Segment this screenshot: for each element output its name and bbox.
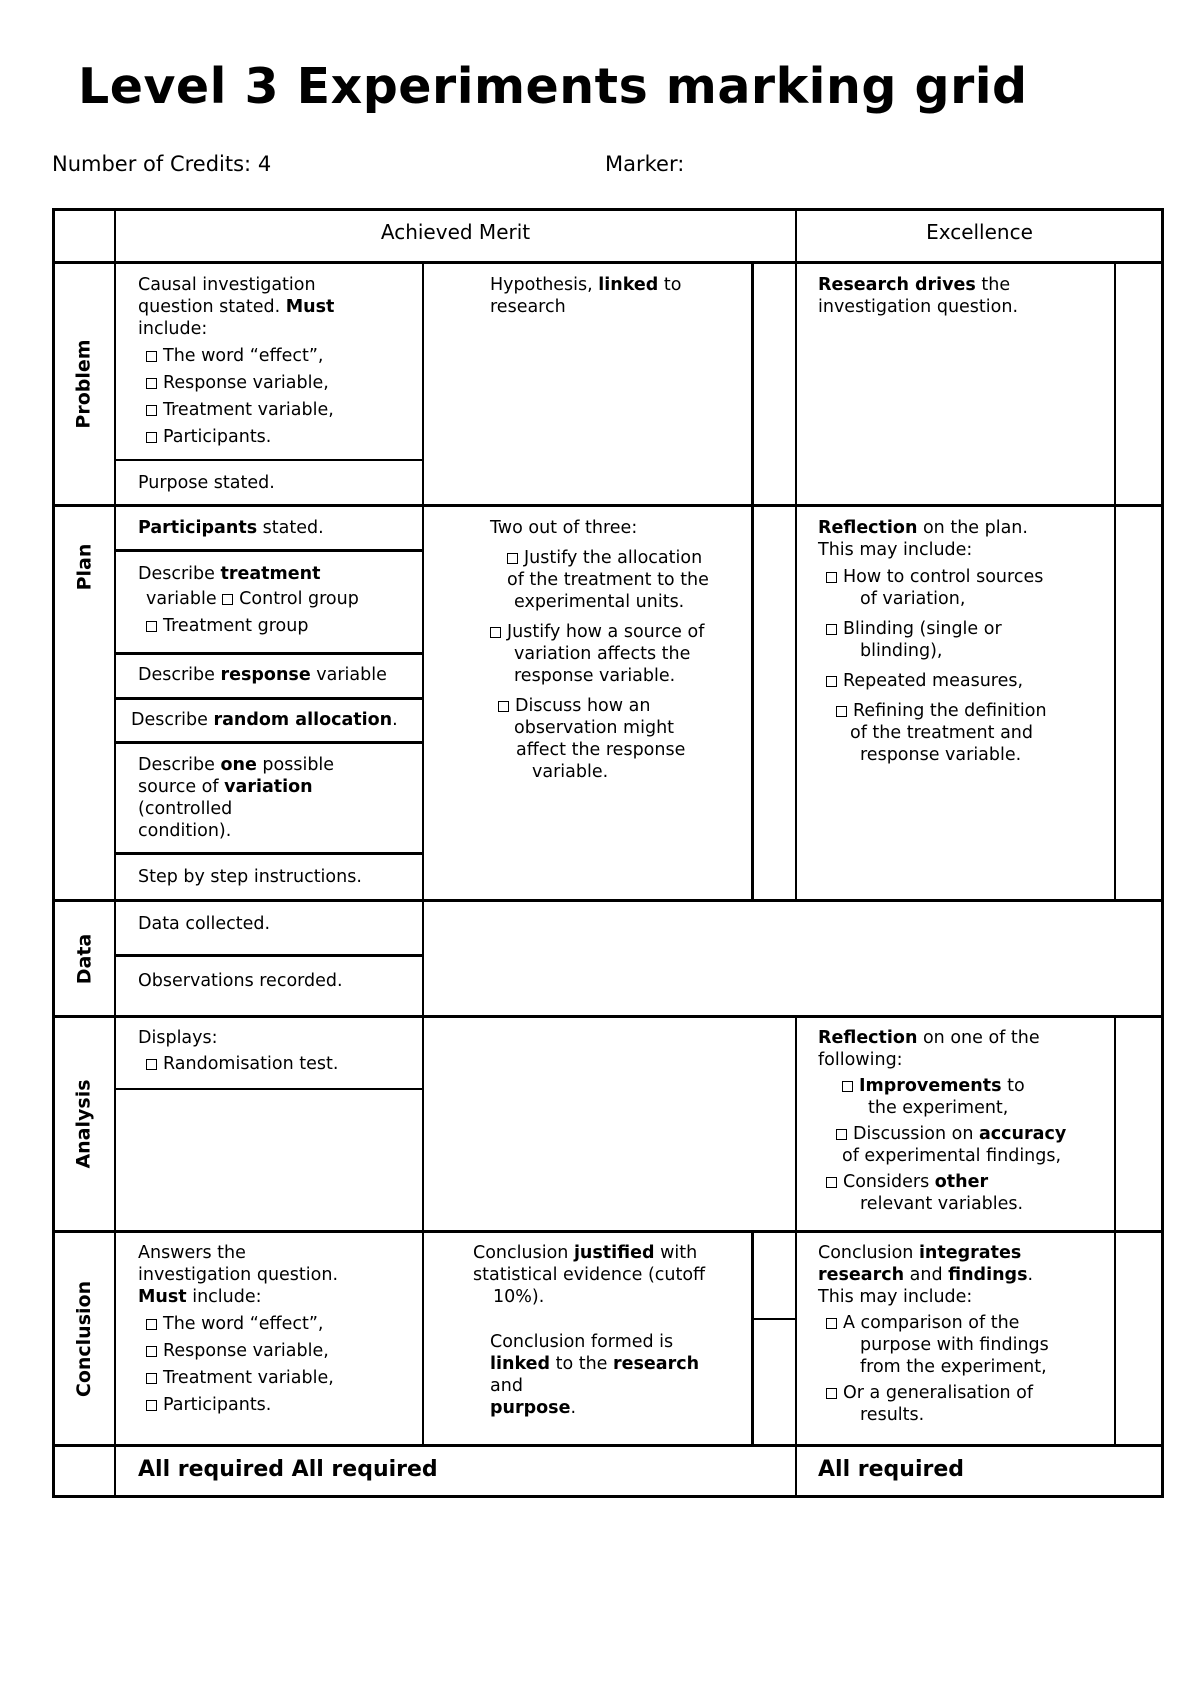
plan-excellence: Reflection on the plan. This may include: How to control sources of variation, Blinding (single or blinding), Repeated measures, Refining the definition of the treatment and response variable. bbox=[818, 518, 1047, 765]
checkbox-icon[interactable] bbox=[146, 1059, 157, 1070]
checkbox-icon[interactable] bbox=[146, 351, 157, 362]
checklist-item: Treatment variable, bbox=[138, 1367, 418, 1389]
credits-field: Number of Credits: 4 bbox=[52, 152, 272, 176]
checkbox-icon[interactable] bbox=[146, 1319, 157, 1330]
checkbox-icon[interactable] bbox=[146, 621, 157, 632]
checkbox-icon[interactable] bbox=[222, 594, 233, 605]
checkbox-icon[interactable] bbox=[146, 432, 157, 443]
section-problem: Problem bbox=[73, 339, 95, 429]
checkbox-icon[interactable] bbox=[146, 1400, 157, 1411]
conclusion-excellence: Conclusion integrates research and findings. This may include: A comparison of the purpose with findings from the experiment, Or a generalisation of results. bbox=[818, 1243, 1049, 1425]
checkbox-icon[interactable] bbox=[836, 1129, 847, 1140]
problem-excellence: Research drives the investigation question. bbox=[818, 275, 1019, 317]
plan-response: Describe response variable bbox=[138, 665, 387, 685]
marker-field: Marker: bbox=[605, 152, 685, 176]
analysis-excellence: Reflection on one of the following: Improvements to the experiment, Discussion on accuracy of experimental findings, Considers other relevant variables. bbox=[818, 1028, 1067, 1214]
footer-excellence: All required bbox=[818, 1457, 965, 1482]
checklist-item: The word “effect”, bbox=[138, 1313, 418, 1335]
checkbox-icon[interactable] bbox=[507, 553, 518, 564]
plan-steps: Step by step instructions. bbox=[138, 867, 362, 887]
problem-merit: Hypothesis, linked to research bbox=[490, 275, 682, 317]
header-excellence: Excellence bbox=[926, 220, 1033, 244]
problem-purpose: Purpose stated. bbox=[138, 473, 275, 493]
checkbox-icon[interactable] bbox=[826, 572, 837, 583]
page-title: Level 3 Experiments marking grid bbox=[78, 58, 1028, 115]
data-observations: Observations recorded. bbox=[138, 971, 343, 991]
conclusion-achieved: Answers the investigation question. Must include: The word “effect”, Response variable, Treatment variable, Participants. bbox=[138, 1242, 418, 1416]
checkbox-icon[interactable] bbox=[826, 1177, 837, 1188]
checkbox-icon[interactable] bbox=[146, 1373, 157, 1384]
conclusion-merit: Conclusion justified with statistical evidence (cutoff 10%). Conclusion formed is linked to the research and purpose. bbox=[473, 1243, 706, 1418]
checkbox-icon[interactable] bbox=[836, 706, 847, 717]
plan-treatment: Describe treatment variable Control group Treatment group bbox=[138, 564, 359, 636]
checkbox-icon[interactable] bbox=[842, 1081, 853, 1092]
checkbox-icon[interactable] bbox=[146, 405, 157, 416]
credits-value: 4 bbox=[257, 152, 272, 176]
checklist-item: Treatment variable, bbox=[138, 399, 418, 421]
problem-achieved: Causal investigation question stated. Must include: The word “effect”, Response variable, Treatment variable, Participants. bbox=[138, 274, 418, 448]
section-plan: Plan bbox=[72, 543, 95, 591]
section-conclusion: Conclusion bbox=[73, 1280, 96, 1397]
checkbox-icon[interactable] bbox=[146, 378, 157, 389]
checkbox-icon[interactable] bbox=[498, 701, 509, 712]
plan-participants: Participants stated. bbox=[138, 518, 324, 538]
checkbox-icon[interactable] bbox=[826, 624, 837, 635]
plan-merit: Two out of three: Justify the allocation of the treatment to the experimental units. Justify how a source of variation affects the response variable. Discuss how an observation might affect the response variable. bbox=[490, 518, 709, 782]
checkbox-icon[interactable] bbox=[146, 1346, 157, 1357]
checklist-item: Response variable, bbox=[138, 1340, 418, 1362]
checklist-item: Response variable, bbox=[138, 372, 418, 394]
checklist-item: Participants. bbox=[138, 426, 418, 448]
plan-variation: Describe one possible source of variation (controlled condition). bbox=[138, 755, 335, 841]
header-achieved-merit: Achieved Merit bbox=[380, 220, 531, 244]
checklist-item: The word “effect”, bbox=[138, 345, 418, 367]
data-collected: Data collected. bbox=[138, 914, 271, 934]
footer-achieved-merit: All required All required bbox=[138, 1457, 438, 1482]
checkbox-icon[interactable] bbox=[826, 1318, 837, 1329]
plan-random-allocation: Describe random allocation. bbox=[131, 710, 398, 730]
section-data: Data bbox=[73, 933, 95, 984]
section-analysis: Analysis bbox=[73, 1079, 95, 1169]
checkbox-icon[interactable] bbox=[490, 627, 501, 638]
analysis-achieved: Displays: Randomisation test. bbox=[138, 1028, 339, 1074]
checklist-item: Participants. bbox=[138, 1394, 418, 1416]
checkbox-icon[interactable] bbox=[826, 1388, 837, 1399]
checkbox-icon[interactable] bbox=[826, 676, 837, 687]
